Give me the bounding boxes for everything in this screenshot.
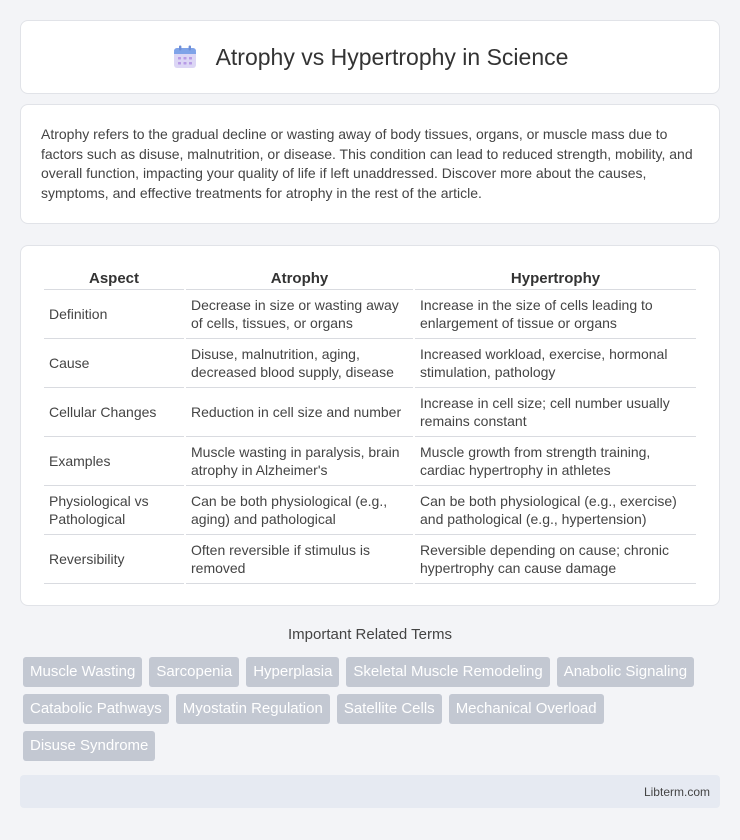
related-term-tag[interactable]: Catabolic Pathways [23, 694, 169, 724]
related-term-tag[interactable]: Hyperplasia [246, 657, 339, 687]
table-cell-hypertrophy: Increase in cell size; cell number usually remains constant [415, 388, 696, 437]
table-cell-aspect: Definition [44, 290, 184, 339]
table-row [44, 535, 696, 584]
related-term-tag[interactable]: Myostatin Regulation [176, 694, 330, 724]
footer [20, 775, 720, 808]
table-row [44, 339, 696, 388]
table-cell-hypertrophy: Reversible depending on cause; chronic hypertrophy can cause damage [415, 535, 696, 584]
intro-text: Atrophy refers to the gradual decline or wasting away of body tissues, organs, or muscle mass due to factors such as disuse, malnutrition, or disease. This condition can lead to reduced strength, mobility, and overall function, impacting your quality of life if left unaddressed. Discover more about the causes, symptoms, and effective treatments for atrophy in the rest of the article. [41, 126, 693, 201]
table-cell-aspect: Physiological vs Pathological [44, 486, 184, 535]
table-cell-hypertrophy: Muscle growth from strength training, cardiac hypertrophy in athletes [415, 437, 696, 486]
table-cell-atrophy: Reduction in cell size and number [186, 388, 413, 437]
related-term-tag[interactable]: Mechanical Overload [449, 694, 604, 724]
table-cell-aspect: Cellular Changes [44, 388, 184, 437]
table-cell-atrophy: Decrease in size or wasting away of cells, tissues, or organs [186, 290, 413, 339]
column-header-aspect: Aspect [44, 266, 184, 290]
related-term-tag[interactable]: Skeletal Muscle Remodeling [346, 657, 549, 687]
page-title: Atrophy vs Hypertrophy in Science [215, 43, 569, 70]
calendar-icon [172, 44, 198, 70]
related-term-tag[interactable]: Muscle Wasting [23, 657, 142, 687]
related-term-tag[interactable]: Satellite Cells [337, 694, 442, 724]
table-cell-aspect: Cause [44, 339, 184, 388]
related-terms-section [20, 626, 720, 761]
table-cell-aspect: Reversibility [44, 535, 184, 584]
table-cell-atrophy: Disuse, malnutrition, aging, decreased blood supply, disease [186, 339, 413, 388]
table-cell-atrophy: Often reversible if stimulus is removed [186, 535, 413, 584]
related-term-tag[interactable]: Anabolic Signaling [557, 657, 694, 687]
table-header-row [44, 266, 696, 290]
related-terms-list [20, 657, 720, 761]
footer-site-link[interactable]: Libterm.com [643, 784, 710, 799]
table-cell-hypertrophy: Can be both physiological (e.g., exercise) and pathological (e.g., hypertension) [415, 486, 696, 535]
table-row [44, 290, 696, 339]
related-terms-title: Important Related Terms [288, 626, 452, 643]
table-cell-hypertrophy: Increased workload, exercise, hormonal stimulation, pathology [415, 339, 696, 388]
column-header-hypertrophy: Hypertrophy [415, 266, 696, 290]
table-row [44, 388, 696, 437]
comparison-table [42, 266, 698, 584]
related-term-tag[interactable]: Disuse Syndrome [23, 731, 155, 761]
table-cell-atrophy: Can be both physiological (e.g., aging) and pathological [186, 486, 413, 535]
related-term-tag[interactable]: Sarcopenia [149, 657, 239, 687]
table-row [44, 437, 696, 486]
table-cell-atrophy: Muscle wasting in paralysis, brain atrophy in Alzheimer's [186, 437, 413, 486]
column-header-atrophy: Atrophy [186, 266, 413, 290]
page-header [20, 20, 720, 94]
table-cell-hypertrophy: Increase in the size of cells leading to enlargement of tissue or organs [415, 290, 696, 339]
table-cell-aspect: Examples [44, 437, 184, 486]
intro-card [20, 104, 720, 224]
comparison-card [20, 245, 720, 606]
table-row [44, 486, 696, 535]
